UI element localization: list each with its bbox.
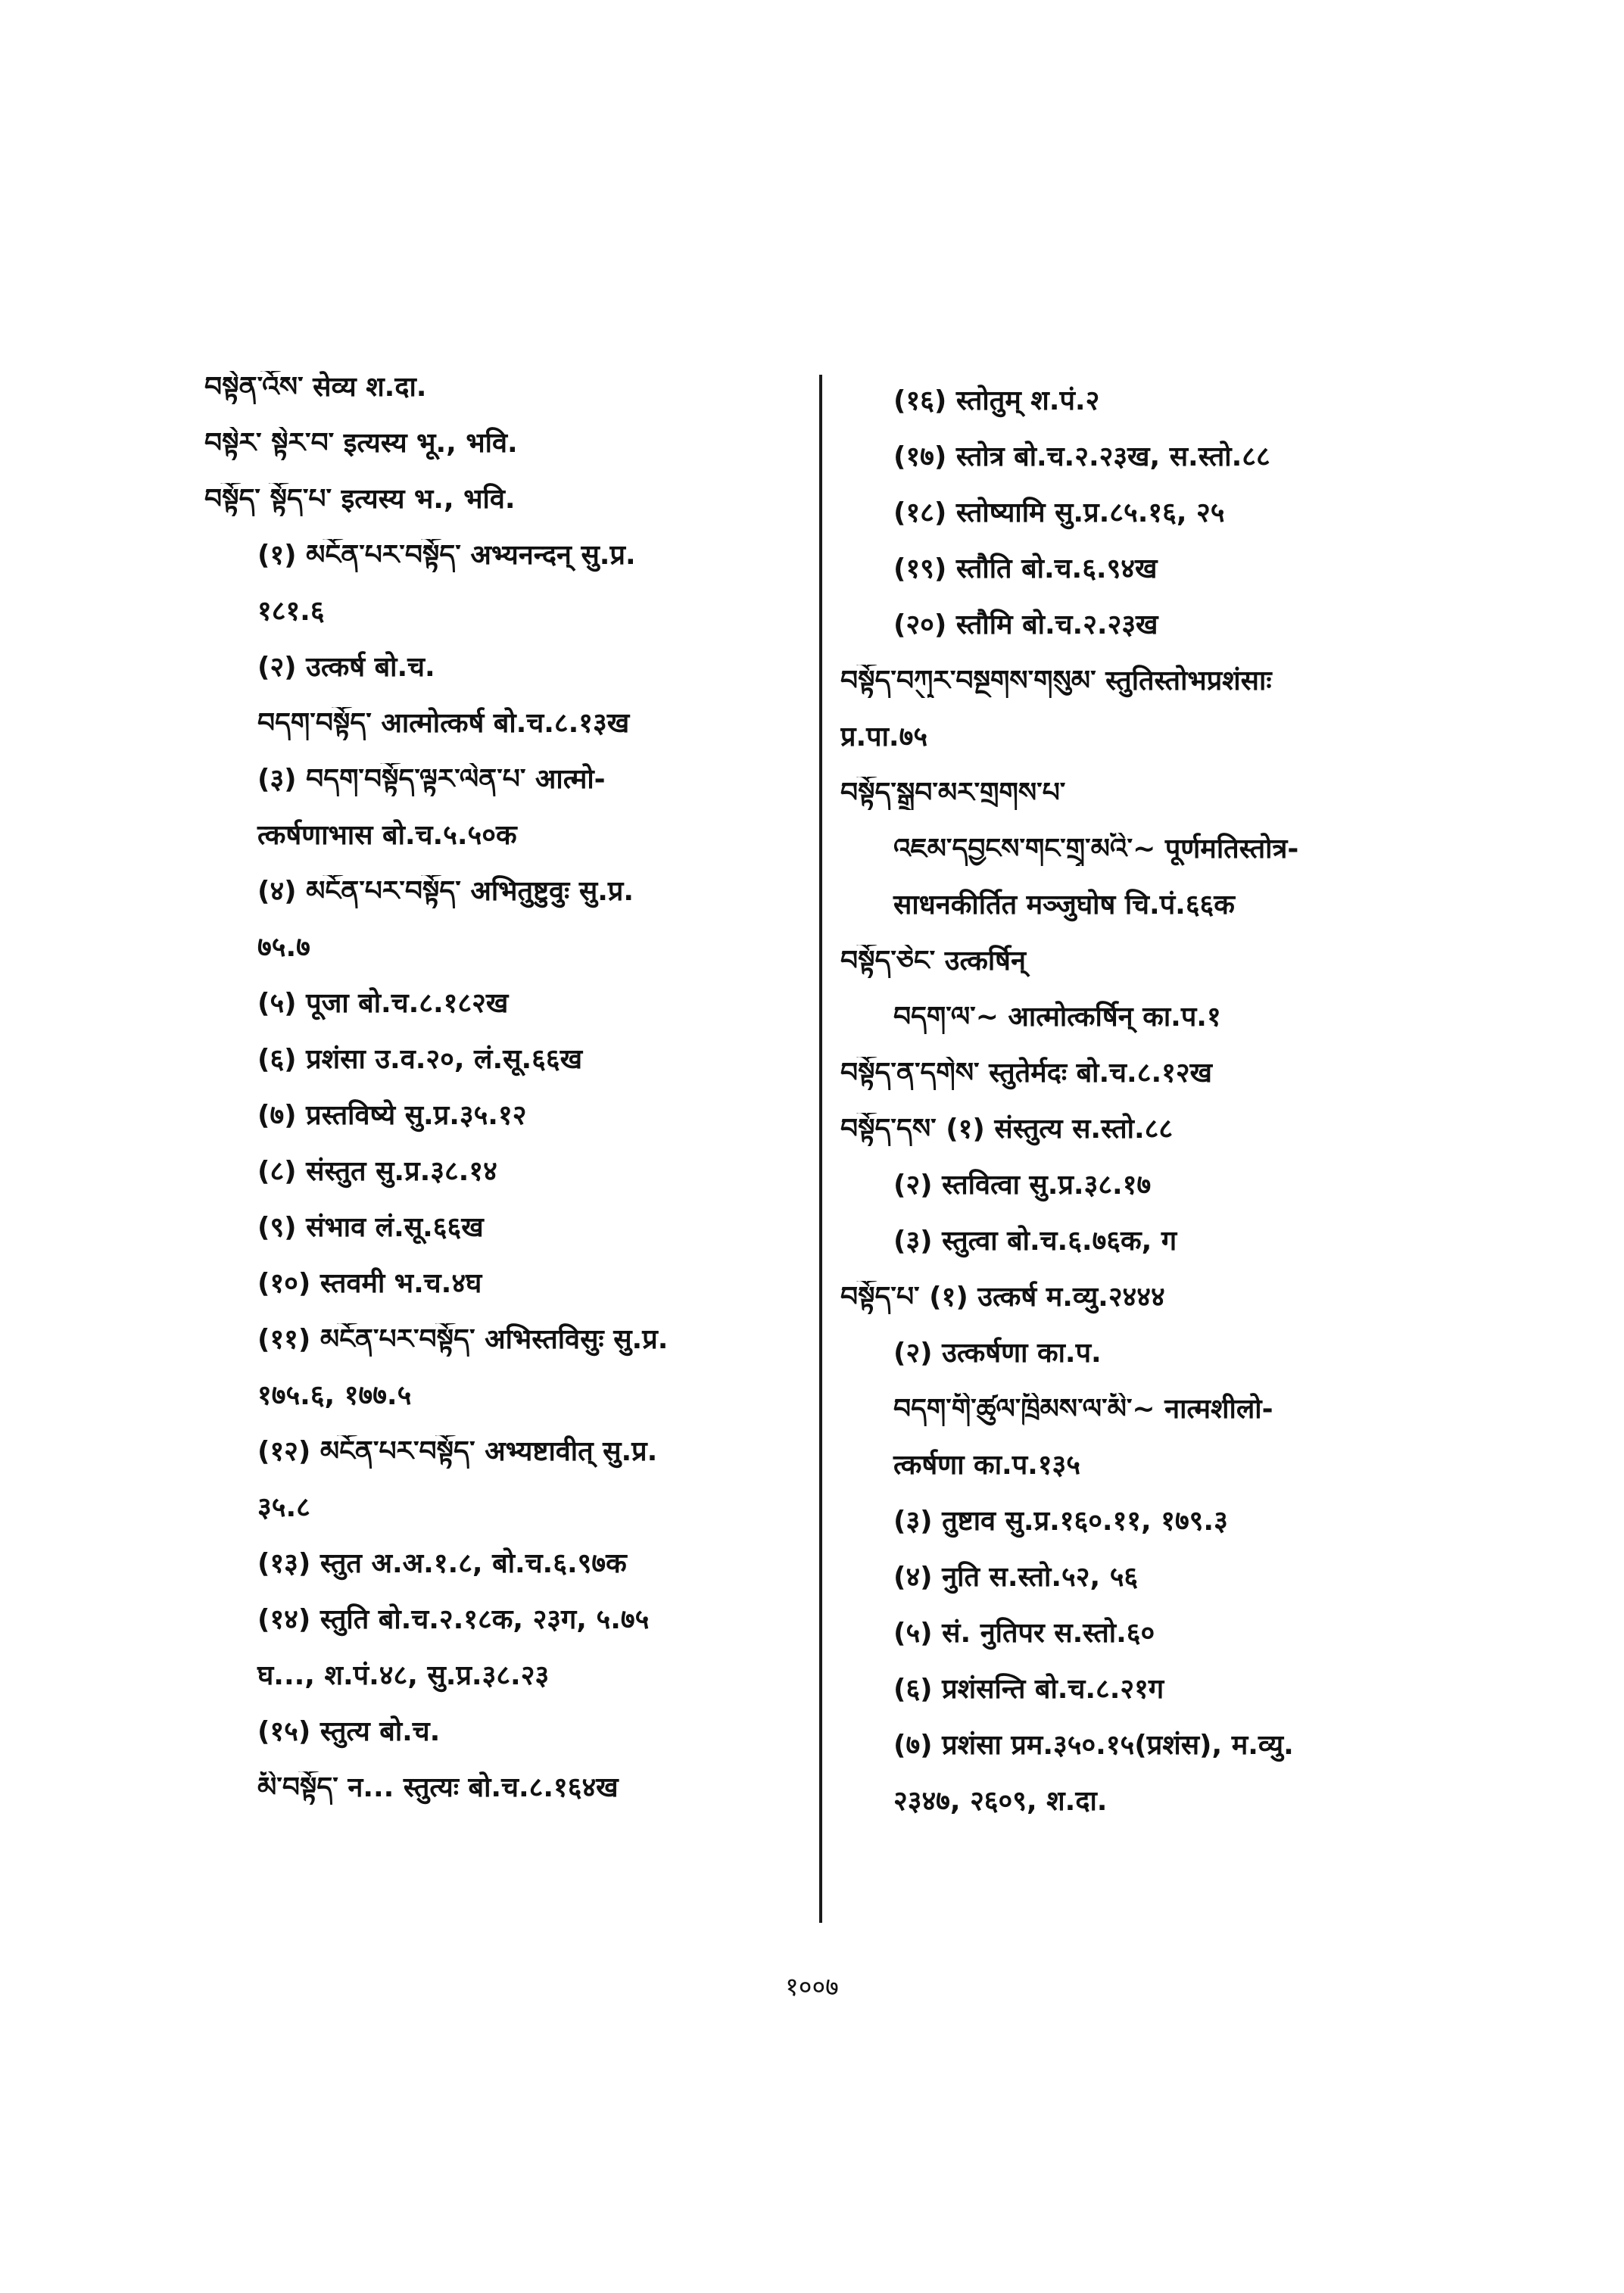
dictionary-line: ७५.७ (257, 932, 310, 963)
left-column (204, 371, 795, 1827)
dictionary-line: (१९) स्तौति बो.च.६.९४ख (893, 553, 1158, 584)
dictionary-line: བསྟོད་ན་དགེས་ स्तुतेर्मदः बो.च.८.१२ख (840, 1058, 1213, 1089)
dictionary-line: घ..., श.पं.४८, सु.प्र.३८.२३ (257, 1660, 550, 1691)
dictionary-line: (१५) स्तुत्य बो.च. (257, 1716, 441, 1747)
dictionary-line: བསྟོད་དས་ (१) संस्तुत्य स.स्तो.८८ (840, 1114, 1174, 1145)
dictionary-line: (१३) स्तुत अ.अ.१.८, बो.च.६.९७क (257, 1548, 627, 1579)
dictionary-line: བསྟེན་འོས་ सेव्य श.दा. (204, 372, 427, 403)
dictionary-line: (१८) स्तोष्यामि सु.प्र.८५.१६, २५ (893, 497, 1225, 528)
dictionary-line: (१२) མངོན་པར་བསྟོད་ अभ्यष्टावीत् सु.प्र. (257, 1436, 658, 1467)
dictionary-line: (२०) स्तौमि बो.च.२.२३ख (893, 609, 1158, 640)
dictionary-line: བསྟོད་ཅེང་ उत्कर्षिन् (840, 946, 1026, 977)
dictionary-line: འཇམ་དབྱངས་གང་གྲྭ་མའི་~ पूर्णमतिस्तोत्र- (893, 833, 1299, 865)
column-divider (819, 375, 822, 1923)
dictionary-line: (३) स्तुत्वा बो.च.६.७६क, ग (893, 1226, 1177, 1257)
dictionary-line: (६) प्रशंसन्ति बो.च.८.२१ग (893, 1674, 1164, 1705)
dictionary-line: (६) प्रशंसा उ.व.२०, लं.सू.६६ख (257, 1044, 583, 1075)
dictionary-line: བདག་ལ་~ आत्मोत्कर्षिन् का.प.१ (893, 1002, 1221, 1033)
dictionary-line: བདག་གི་ཚུལ་ཁྲིམས་ལ་མི་~ नात्मशीलो- (893, 1394, 1273, 1425)
dictionary-line: (३) བདག་བསྟོད་ལྟར་ལེན་པ་ आत्मो- (257, 764, 606, 795)
dictionary-line: त्कर्षणा का.प.१३५ (893, 1450, 1080, 1481)
dictionary-line: साधनकीर्तित मञ्जुघोष चि.पं.६६क (893, 889, 1235, 921)
dictionary-line: (७) प्रस्तविष्ये सु.प्र.३५.१२ (257, 1100, 527, 1131)
dictionary-line: त्कर्षणाभास बो.च.५.५०क (257, 820, 517, 851)
dictionary-line: (२) स्तवित्वा सु.प्र.३८.१७ (893, 1170, 1152, 1201)
dictionary-line: १८१.६ (257, 596, 325, 627)
dictionary-line: (२) उत्कर्ष बो.च. (257, 652, 435, 683)
dictionary-line: (४) नुति स.स्तो.५२, ५६ (893, 1562, 1139, 1593)
dictionary-line: བསྟོད་པ་ (१) उत्कर्ष म.व्यु.२४४४ (840, 1282, 1165, 1313)
dictionary-line: (७) प्रशंसा प्रम.३५०.१५(प्रशंस), म.व्यु. (893, 1730, 1294, 1761)
dictionary-line: (१७) स्तोत्र बो.च.२.२३ख, स.स्तो.८८ (893, 441, 1270, 472)
dictionary-line: (१) མངོན་པར་བསྟོད་ अभ्यनन्दन् सु.प्र. (257, 540, 636, 571)
dictionary-line: (५) पूजा बो.च.८.१८२ख (257, 988, 509, 1019)
dictionary-line: (१६) स्तोतुम् श.पं.२ (893, 385, 1100, 416)
dictionary-line: १७५.६, १७७.५ (257, 1380, 412, 1411)
dictionary-line: (३) तुष्टाव सु.प्र.१६०.११, १७९.३ (893, 1506, 1228, 1537)
dictionary-line: བསྟོད་ སྟོད་པ་ इत्यस्य भ., भवि. (204, 484, 516, 515)
dictionary-line: (५) सं. नुतिपर स.स्तो.६० (893, 1618, 1155, 1649)
dictionary-line: (८) संस्तुत सु.प्र.३८.१४ (257, 1156, 497, 1187)
dictionary-line: प्र.पा.७५ (840, 721, 928, 752)
dictionary-line: མི་བསྟོད་ न... स्तुत्यः बो.च.८.१६४ख (257, 1772, 619, 1803)
dictionary-line: བདག་བསྟོད་ आत्मोत्कर्ष बो.च.८.१३ख (257, 708, 630, 739)
dictionary-line: (११) མངོན་པར་བསྟོད་ अभिस्तविसुः सु.प्र. (257, 1324, 669, 1355)
dictionary-line: (९) संभाव लं.सू.६६ख (257, 1212, 484, 1243)
dictionary-line: བསྟོད་སྒྲུབ་མར་གྲགས་པ་ (840, 777, 1066, 808)
dictionary-line: (१०) स्तवमी भ.च.४घ (257, 1268, 482, 1299)
page-number: १००७ (785, 1972, 839, 2002)
dictionary-line: ३५.८ (257, 1492, 310, 1523)
dictionary-line: (१४) स्तुति बो.च.२.१८क, २३ग, ५.७५ (257, 1604, 650, 1635)
dictionary-line: བསྟོད་བཀུར་བསྔགས་གསུམ་ स्तुतिस्तोभप्रशंसाः (840, 665, 1272, 696)
dictionary-line: བསྟེར་ སྟེར་བ་ इत्यस्य भू., भवि. (204, 428, 518, 459)
right-column (840, 385, 1507, 1841)
dictionary-line: (२) उत्कर्षणा का.प. (893, 1338, 1102, 1369)
dictionary-line: (४) མངོན་པར་བསྟོད་ अभितुष्टुवुः सु.प्र. (257, 876, 634, 907)
dictionary-line: २३४७, २६०९, श.दा. (893, 1786, 1108, 1817)
